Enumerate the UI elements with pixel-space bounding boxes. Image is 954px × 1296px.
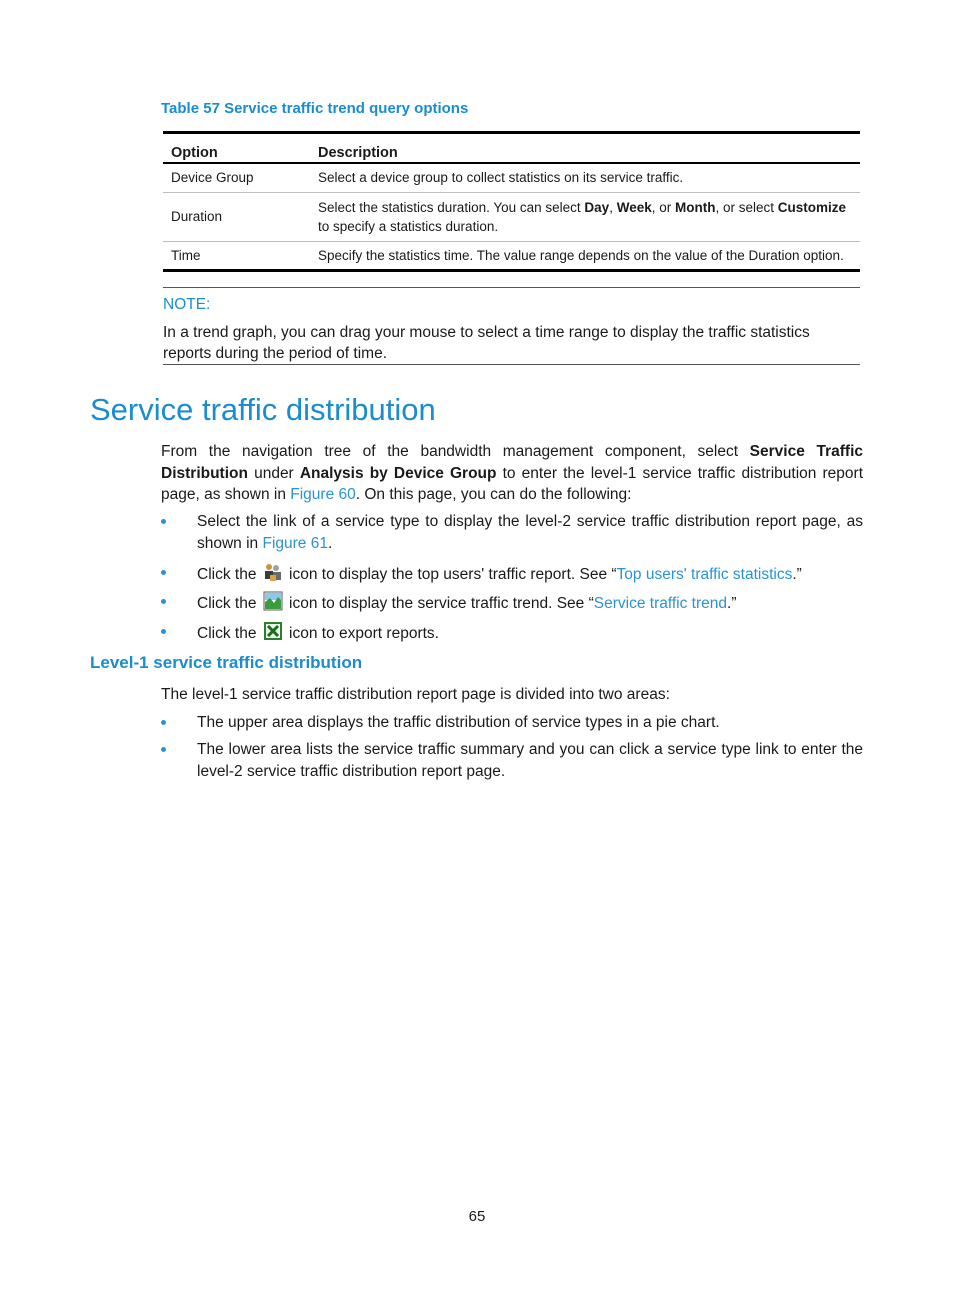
table-row — [163, 163, 860, 192]
description-cell: Select the statistics duration. You can select Day, Week, or Month, or select Customize to specify a statistics duration. — [310, 192, 860, 241]
bullet-dot — [161, 519, 166, 524]
service-traffic-trend-link[interactable]: Service traffic trend — [593, 595, 728, 612]
note-label: NOTE: — [163, 296, 211, 313]
note-box — [163, 287, 860, 365]
list-item: Click the icon to export reports. — [161, 621, 863, 645]
list-item: Click the icon to display the service traffic trend. See “Service traffic trend.” — [161, 591, 863, 615]
list-item: The lower area lists the service traffic summary and you can click a service type link to enter the level-2 service traffic distribution report page. — [161, 739, 863, 782]
bullet-dot — [161, 747, 166, 752]
trend-chart-icon — [263, 591, 283, 611]
bullet-dot — [161, 599, 166, 604]
table-caption: Table 57 Service traffic trend query options — [161, 100, 469, 117]
column-header-option: Option — [163, 133, 310, 164]
top-users-link[interactable]: Top users' traffic statistics — [616, 566, 793, 583]
users-icon — [263, 562, 283, 582]
table-row — [163, 241, 860, 270]
list-item: Click the icon to display the top users' traffic report. See “Top users' traffic statistics.” — [161, 562, 863, 586]
note-text: In a trend graph, you can drag your mouse to select a time range to display the traffic statistics reports during the period of time. — [163, 324, 810, 362]
description-cell: Select a device group to collect statistics on its service traffic. — [310, 163, 860, 192]
bullet-dot — [161, 629, 166, 634]
subsection-intro-paragraph: The level-1 service traffic distribution report page is divided into two areas: — [161, 686, 670, 703]
list-item: Select the link of a service type to display the level-2 service traffic distribution report page, as shown in Figure 61. — [161, 511, 863, 554]
excel-export-icon — [263, 621, 283, 641]
option-cell: Duration — [163, 192, 310, 241]
figure-61-link[interactable]: Figure 61 — [262, 534, 328, 552]
subsection-heading: Level-1 service traffic distribution — [90, 653, 363, 672]
query-options-table — [163, 131, 860, 272]
column-header-description: Description — [310, 133, 860, 164]
section-heading: Service traffic distribution — [90, 392, 436, 427]
option-cell: Device Group — [163, 163, 310, 192]
description-cell: Specify the statistics time. The value range depends on the value of the Duration option. — [318, 247, 844, 263]
list-item: The upper area displays the traffic distribution of service types in a pie chart. — [161, 712, 863, 734]
figure-60-link[interactable]: Figure 60 — [290, 486, 356, 503]
table-header-row — [163, 133, 860, 164]
table-row — [163, 192, 860, 241]
section-intro-paragraph: From the navigation tree of the bandwidth management component, select Service Traffic Distribution under Analysis by Device Group to enter the level-1 service traffic distribution report page, as shown in Figure 60. On this page, you can do the following: — [161, 443, 863, 503]
bullet-dot — [161, 570, 166, 575]
page-number: 65 — [468, 1208, 486, 1225]
option-cell: Time — [171, 247, 201, 263]
bullet-dot — [161, 720, 166, 725]
